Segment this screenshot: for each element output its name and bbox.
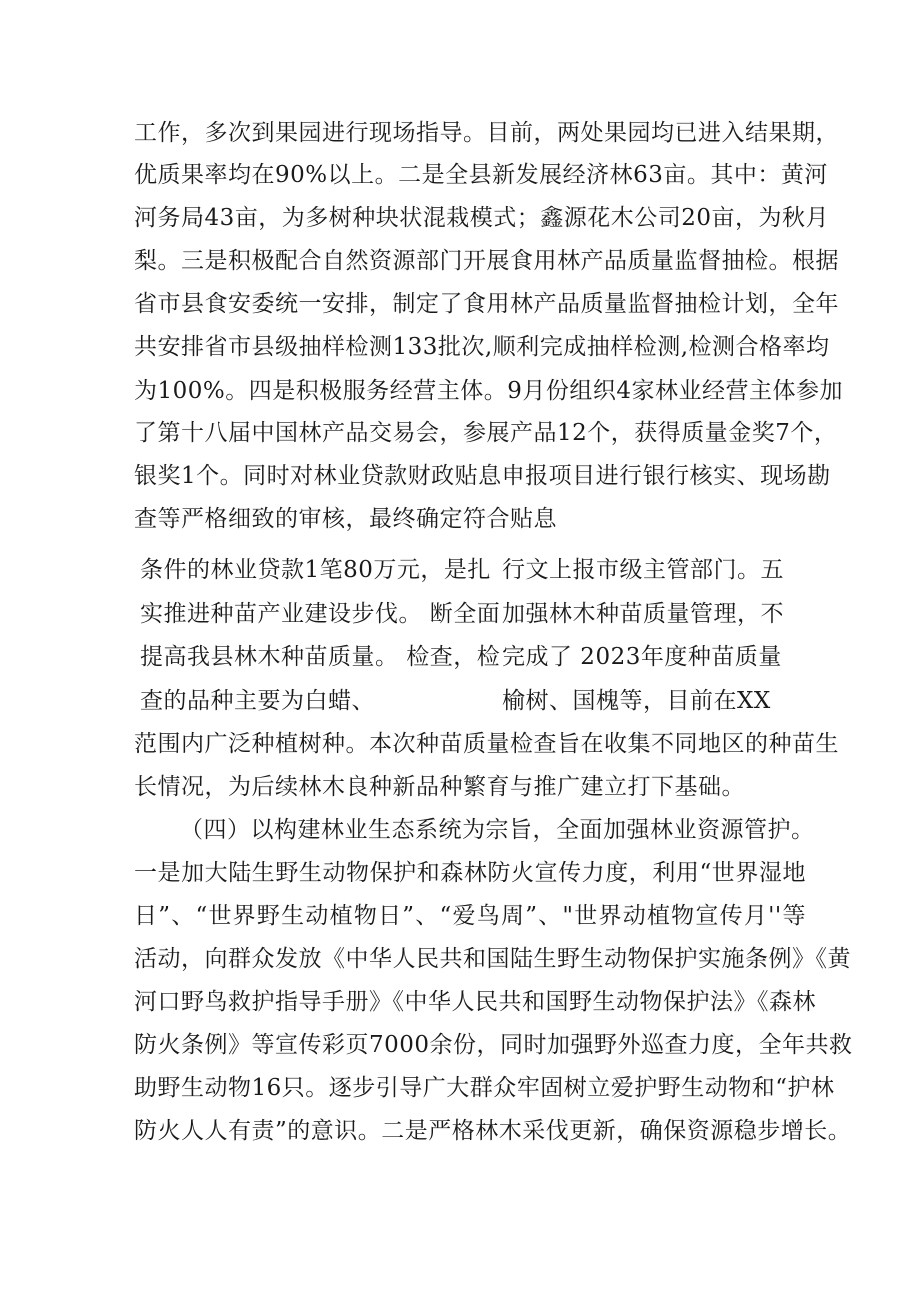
section-heading-line: （四）以构建林业生态系统为宗旨，全面加强林业资源管护。 [180,817,815,843]
text-line: 梨。三是积极配合自然资源部门开展食用林产品质量监督抽检。根据 [134,248,839,274]
text-line: 长情况，为后续林木良种新品种繁育与推广建立打下基础。 [134,774,745,800]
text-line: 活动，向群众发放《中华人民共和国陆生野生动物保护实施条例》《黄 [134,946,851,972]
left-column-line: 实推进种苗产业建设步伐。 断全面 [140,601,501,627]
left-column-line: 查的品种主要为白蜡、 [140,688,375,714]
text-line: 河口野鸟救护指导手册》《中华人民共和国野生动物保护法》《森林 [134,989,816,1015]
text-line: 了第十八届中国林产品交易会，参展产品12个，获得质量金奖7个， [134,420,838,446]
text-line: 防火条例》等宣传彩页7000余份，同时加强野外巡查力度，全年共救 [134,1032,853,1058]
text-line: 共安排省市县级抽样检测133批次,顺利完成抽样检测,检测合格率均 [134,334,830,360]
right-column-line: 榆树、国槐等，目前在XX [502,688,771,714]
text-line: 一是加大陆生野生动物保护和森林防火宣传力度，利用“世界湿地 [134,860,806,886]
left-column-line: 条件的林业贷款1笔80万元，是扎 [140,557,491,583]
text-line: 银奖1个。同时对林业贷款财政贴息申报项目进行银行核实、现场勘 [134,463,831,489]
left-column-line: 提高我县林木种苗质量。 检查，检 [140,644,501,670]
text-line: 日”、“世界野生动植物日”、“爱鸟周”、"世界动植物宣传月''等 [134,903,806,929]
right-column-line: 行文上报市级主管部门。五 [502,557,784,583]
text-line: 助野生动物16只。逐步引导广大群众牢固树立爱护野生动物和“护林 [134,1075,835,1101]
text-line: 防火人人有责”的意识。二是严格林木采伐更新，确保资源稳步增长。 [134,1118,852,1144]
text-line: 范围内广泛种植树种。本次种苗质量检查旨在收集不同地区的种苗生 [134,731,839,757]
text-line: 省市县食安委统一安排，制定了食用林产品质量监督抽检计划，全年 [134,291,839,317]
text-line: 为100%。四是积极服务经营主体。9月份组织4家林业经营主体参加 [134,378,844,404]
text-line: 工作，多次到果园进行现场指导。目前，两处果园均已进入结果期， [134,120,839,146]
text-line: 查等严格细致的审核，最终确定符合贴息 [134,506,557,532]
text-line: 优质果率均在90%以上。二是全县新发展经济林63亩。其中：黄河 [134,162,828,188]
right-column-line: 加强林木种苗质量管理，不 [502,601,784,627]
right-column-line: 完成了 2023年度种苗质量 [502,644,782,670]
text-line: 河务局43亩，为多树种块状混栽模式；鑫源花木公司20亩，为秋月 [134,205,830,231]
